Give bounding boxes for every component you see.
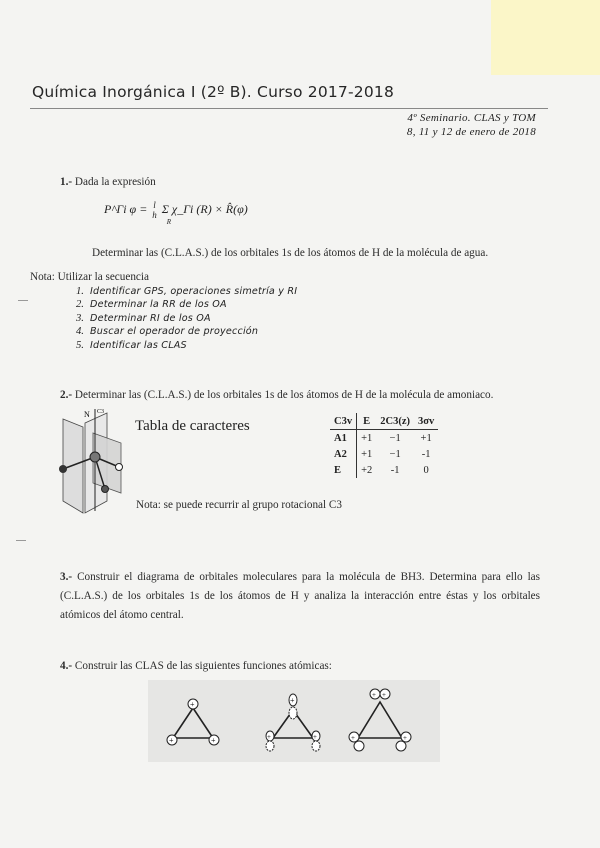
- scan-mark: [18, 300, 28, 301]
- atomic-functions-figure: [148, 680, 440, 762]
- scan-mark: [16, 540, 26, 541]
- seminar-title: 4º Seminario. CLAS y TOM: [407, 112, 536, 124]
- table-cell: +1: [420, 432, 432, 444]
- formula-frac-den: h: [152, 210, 157, 220]
- q1-intro-text: Dada la expresión: [74, 176, 156, 188]
- formula-rhs: Σ χ_Γi (R) × R̂(φ): [161, 201, 248, 216]
- sign-label: +: [290, 696, 295, 705]
- column-header: E: [357, 413, 377, 430]
- q4-text: [60, 660, 332, 672]
- table-cell: +1: [361, 432, 373, 444]
- seminar-info: [407, 111, 536, 139]
- list-item: 3. Determinar RI de los OA: [76, 312, 211, 324]
- table-row: [330, 462, 438, 478]
- list-item: 1. Identificar GPS, operaciones simetría y RI: [76, 286, 298, 297]
- q1-task: Determinar las (C.L.A.S.) de los orbitales 1s de los átomos de H de la molécula de agua.: [92, 247, 489, 259]
- q2-note: Nota: se puede recurrir al grupo rotacional C3: [136, 499, 342, 511]
- seminar-dates: 8, 11 y 12 de enero de 2018: [406, 126, 536, 138]
- sign-label: +: [211, 736, 216, 745]
- sign-label: +: [372, 691, 376, 699]
- row-label: A1: [330, 430, 357, 447]
- formula-fraction: [152, 200, 157, 220]
- table-cell: −1: [389, 432, 401, 444]
- q3-number: 3.-: [60, 571, 73, 583]
- formula-frac-num: l: [153, 200, 156, 210]
- character-table: [330, 413, 438, 478]
- formula-lhs: P^Γi φ =: [104, 201, 148, 216]
- q1-number: 1.-: [60, 176, 73, 188]
- sign-label: +: [313, 733, 317, 741]
- q2-task-text: Determinar las (C.L.A.S.) de los orbitales 1s de los átomos de H de la molécula de amoniaco.: [74, 389, 494, 401]
- figure-background: [148, 680, 440, 762]
- list-item: 5. Identificar las CLAS: [76, 339, 187, 351]
- table-cell: -1: [421, 448, 431, 460]
- sign-label: +: [382, 691, 386, 699]
- hydrogen-atom: [59, 465, 67, 473]
- projection-formula: [104, 200, 255, 227]
- hydrogen-atom: [102, 486, 109, 493]
- q3-text: [60, 568, 540, 625]
- table-row: [330, 430, 438, 447]
- document-title: Química Inorgánica I (2º B). Curso 2017-2018: [32, 83, 395, 101]
- column-header: C3v: [330, 413, 357, 430]
- sign-label: +: [169, 736, 174, 745]
- list-item: 2. Determinar la RR de los OA: [76, 299, 227, 311]
- sign-label: +: [403, 734, 407, 742]
- q1-intro: [60, 176, 156, 188]
- row-label: E: [330, 462, 357, 478]
- title-divider: [30, 108, 548, 109]
- column-header: 3σv: [414, 413, 438, 430]
- formula-sum-index: R: [166, 218, 172, 227]
- ammonia-symmetry-figure: [55, 405, 135, 517]
- table-header-row: [330, 413, 438, 430]
- q4-body: Construir las CLAS de las siguientes funciones atómicas:: [74, 660, 332, 672]
- table-cell: −1: [389, 448, 401, 460]
- table-row: [330, 446, 438, 462]
- hydrogen-atom: [116, 464, 123, 471]
- table-title: Tabla de caracteres: [135, 418, 250, 434]
- row-label: A2: [330, 446, 357, 462]
- column-header: 2C3(z): [376, 413, 414, 430]
- q1-steps-list: [76, 285, 297, 352]
- sign-label: +: [351, 734, 355, 742]
- sign-label: +: [190, 700, 195, 709]
- list-item: 4. Buscar el operador de proyección: [76, 326, 259, 338]
- figure-label-n: N: [84, 410, 90, 419]
- table-cell: -1: [390, 464, 400, 476]
- q2-task: [60, 389, 493, 401]
- table-cell: 0: [423, 464, 429, 476]
- q3-body: Construir el diagrama de orbitales moleculares para la molécula de BH3. Determina para ello las (C.L.A.S.) de los orbitales 1s de los átomos de H y analiza la interacción entre éstas y los orbitales atómicos del átomo central.: [60, 571, 540, 621]
- nitrogen-atom: [90, 452, 100, 462]
- table-cell: +1: [361, 448, 373, 460]
- table-cell: +2: [361, 464, 373, 476]
- figure-label-c3: C3: [97, 409, 105, 415]
- q1-nota-title: Nota: Utilizar la secuencia: [30, 271, 149, 283]
- sticky-note: [491, 0, 600, 75]
- sign-label: +: [267, 733, 271, 741]
- q4-number: 4.-: [60, 660, 73, 672]
- q2-number: 2.-: [60, 389, 73, 401]
